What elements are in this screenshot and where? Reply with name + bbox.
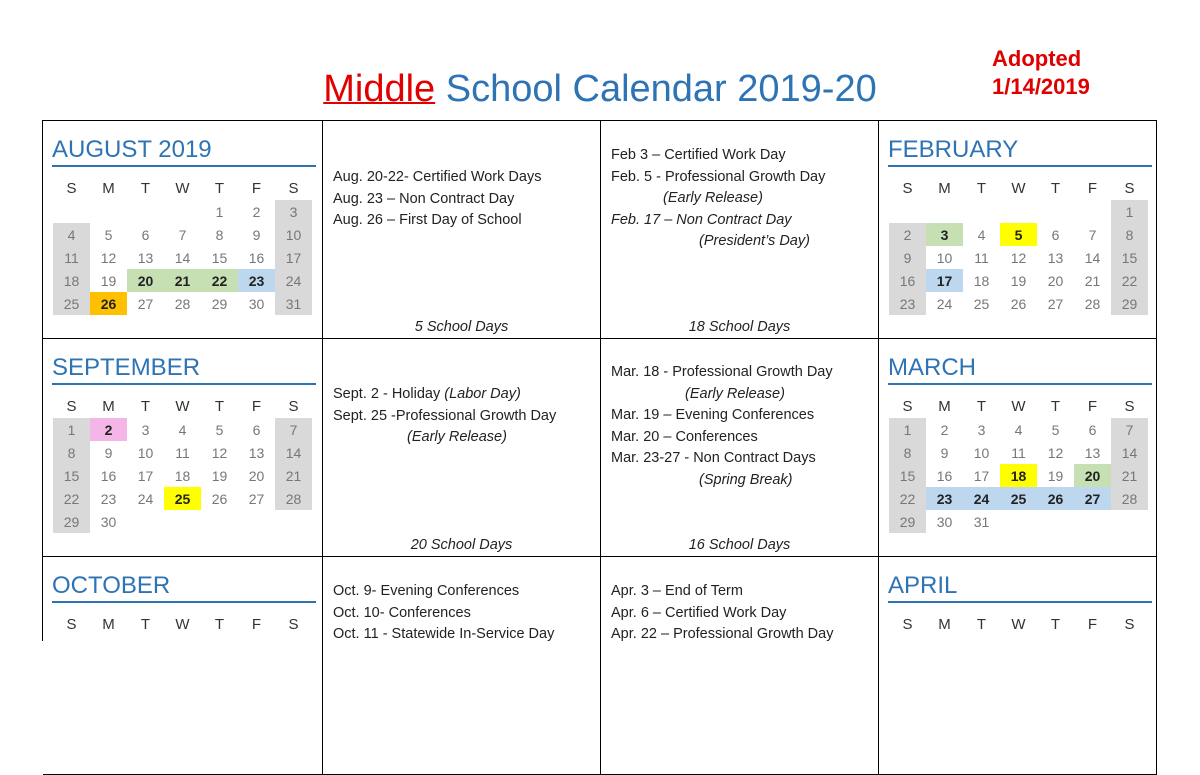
weekday-label: S (1124, 616, 1135, 633)
weekday-label: W (1011, 398, 1026, 415)
day-9: 9 (252, 226, 261, 243)
day-4: 4 (1014, 421, 1023, 438)
empty-day (926, 200, 963, 223)
note-line (333, 603, 593, 625)
school-days-february: 18 School Days (688, 319, 791, 335)
week-row (53, 246, 312, 269)
day-7: 7 (1088, 226, 1097, 243)
day-30: 30 (248, 295, 265, 312)
day-24: 24 (963, 487, 1000, 510)
weekday-row (53, 395, 312, 418)
day-4: 4 (53, 223, 90, 246)
cell-april (879, 557, 1157, 775)
week-row (53, 292, 312, 315)
day-29: 29 (1111, 292, 1148, 315)
weekday-label: T (214, 398, 225, 415)
day-25: 25 (973, 295, 990, 312)
weekday-label: S (902, 616, 913, 633)
notes-february (611, 145, 871, 253)
day-26: 26 (1010, 295, 1027, 312)
note-text: Apr. 22 – Professional Growth Day (611, 626, 834, 642)
day-26: 26 (90, 292, 127, 315)
weekday-label: F (1087, 180, 1098, 197)
day-21: 21 (1084, 272, 1101, 289)
weekday-label: S (1124, 180, 1135, 197)
weekday-label: S (902, 180, 913, 197)
weekday-row (889, 395, 1148, 418)
weekday-label: S (288, 398, 299, 415)
empty-day (889, 200, 926, 223)
note-text: Feb. 5 - Professional Growth Day (611, 168, 826, 185)
day-1: 1 (53, 418, 90, 441)
note-text: Mar. 20 – Conferences (611, 428, 758, 445)
month-heading-april: APRIL (888, 571, 1152, 603)
day-13: 13 (248, 444, 265, 461)
day-1: 1 (215, 203, 224, 220)
note-text: (Early Release) (663, 190, 763, 206)
note-line (611, 624, 871, 646)
month-heading-august: AUGUST 2019 (52, 135, 316, 167)
weekday-label: T (140, 398, 151, 415)
day-20: 20 (1047, 272, 1064, 289)
note-text: Feb 3 – Certified Work Day (611, 147, 786, 163)
day-17: 17 (973, 467, 990, 484)
empty-day (1111, 510, 1148, 533)
weekday-label: W (175, 180, 190, 197)
day-23: 23 (926, 487, 963, 510)
weekday-row (53, 613, 312, 636)
day-24: 24 (275, 269, 312, 292)
weekday-label: T (976, 180, 987, 197)
empty-day (164, 510, 201, 533)
empty-day (1037, 200, 1074, 223)
week-row (889, 269, 1148, 292)
week-row (53, 269, 312, 292)
month-table-august (53, 177, 312, 315)
empty-day (1074, 200, 1111, 223)
note-text: Feb. 17 – Non Contract Day (611, 211, 792, 228)
note-text: Aug. 26 – First Day of School (333, 212, 522, 228)
week-row (889, 441, 1148, 464)
day-6: 6 (141, 226, 150, 243)
note-text: Oct. 10- Conferences (333, 604, 471, 621)
empty-day (1037, 510, 1074, 533)
weekday-label: T (976, 398, 987, 415)
cell-august-notes (323, 121, 601, 339)
week-row (889, 487, 1148, 510)
weekday-label: F (251, 398, 262, 415)
note-text: Sept. 2 - Holiday (333, 386, 445, 402)
day-30: 30 (936, 513, 953, 530)
day-20: 20 (1074, 464, 1111, 487)
month-table-april (889, 613, 1148, 636)
week-row (53, 200, 312, 223)
day-19: 19 (100, 272, 117, 289)
month-table-march (889, 395, 1148, 533)
day-5: 5 (1000, 223, 1037, 246)
day-21: 21 (1111, 464, 1148, 487)
day-18: 18 (53, 269, 90, 292)
weekday-label: M (102, 616, 115, 633)
day-15: 15 (211, 249, 228, 266)
note-text: Aug. 23 – Non Contract Day (333, 190, 515, 207)
day-28: 28 (275, 487, 312, 510)
note-line (611, 470, 871, 492)
cell-april-notes (601, 557, 879, 775)
cell-september (43, 339, 323, 557)
empty-day (127, 200, 164, 223)
day-15: 15 (1111, 246, 1148, 269)
day-1: 1 (889, 418, 926, 441)
note-line (611, 603, 871, 625)
note-text: Sept. 25 -Professional Growth Day (333, 407, 557, 424)
note-text: (Early Release) (407, 429, 507, 445)
weekday-label: S (66, 398, 77, 415)
day-27: 27 (137, 295, 154, 312)
day-19: 19 (211, 467, 228, 484)
day-18: 18 (973, 272, 990, 289)
week-row (53, 441, 312, 464)
day-22: 22 (889, 487, 926, 510)
day-25: 25 (1000, 487, 1037, 510)
week-row (889, 200, 1148, 223)
weekday-label: T (140, 616, 151, 633)
note-line (333, 406, 593, 428)
week-row (889, 292, 1148, 315)
day-16: 16 (248, 249, 265, 266)
empty-day (1074, 510, 1111, 533)
day-6: 6 (252, 421, 261, 438)
day-27: 27 (1047, 295, 1064, 312)
day-15: 15 (889, 464, 926, 487)
adopted-date: 1/14/2019 (992, 74, 1090, 99)
day-17: 17 (275, 246, 312, 269)
month-table-february (889, 177, 1148, 315)
note-text: Oct. 11 - Statewide In-Service Day (333, 626, 555, 642)
day-22: 22 (53, 487, 90, 510)
note-line (333, 210, 593, 232)
note-line (611, 448, 871, 470)
day-11: 11 (175, 444, 190, 461)
day-18: 18 (174, 467, 191, 484)
weekday-label: M (102, 398, 115, 415)
weekday-label: S (288, 180, 299, 197)
weekday-label: F (1087, 398, 1098, 415)
school-days-august: 5 School Days (414, 319, 509, 335)
weekday-label: F (1087, 616, 1098, 633)
month-heading-september: SEPTEMBER (52, 353, 316, 385)
day-6: 6 (1088, 421, 1097, 438)
day-7: 7 (178, 226, 187, 243)
day-26: 26 (211, 490, 228, 507)
day-14: 14 (174, 249, 191, 266)
empty-day (127, 510, 164, 533)
note-line (333, 189, 593, 211)
empty-day (90, 200, 127, 223)
day-7: 7 (275, 418, 312, 441)
note-italic: (Labor Day) (444, 386, 521, 402)
note-text: Mar. 23-27 - Non Contract Days (611, 450, 816, 466)
empty-day (1000, 510, 1037, 533)
empty-day (201, 510, 238, 533)
day-12: 12 (211, 444, 228, 461)
day-17: 17 (137, 467, 154, 484)
cell-september-notes (323, 339, 601, 557)
cell-march-notes (601, 339, 879, 557)
empty-day (238, 510, 275, 533)
day-22: 22 (1111, 269, 1148, 292)
day-4: 4 (977, 226, 986, 243)
day-23: 23 (238, 269, 275, 292)
day-20: 20 (248, 467, 265, 484)
month-table-september (53, 395, 312, 533)
day-11: 11 (974, 249, 989, 266)
weekday-label: W (1011, 616, 1026, 633)
day-21: 21 (275, 464, 312, 487)
empty-day (53, 200, 90, 223)
day-2: 2 (90, 418, 127, 441)
day-13: 13 (137, 249, 154, 266)
note-text: (Spring Break) (699, 471, 793, 488)
empty-day (164, 200, 201, 223)
weekday-row (53, 177, 312, 200)
weekday-label: T (1050, 616, 1061, 633)
day-3: 3 (141, 421, 150, 438)
empty-day (1000, 200, 1037, 223)
day-11: 11 (53, 246, 90, 269)
weekday-label: F (251, 616, 262, 633)
week-row (889, 418, 1148, 441)
day-14: 14 (275, 441, 312, 464)
day-8: 8 (889, 441, 926, 464)
weekday-label: S (66, 616, 77, 633)
cell-october (43, 557, 323, 775)
weekday-label: T (140, 180, 151, 197)
week-row (889, 464, 1148, 487)
day-2: 2 (940, 421, 949, 438)
school-days-march: 16 School Days (688, 537, 791, 553)
note-line (611, 145, 871, 167)
weekday-label: S (288, 616, 299, 633)
day-17: 17 (926, 269, 963, 292)
empty-day (963, 200, 1000, 223)
weekday-label: T (214, 616, 225, 633)
day-1: 1 (1111, 200, 1148, 223)
note-line (333, 581, 593, 603)
note-line (611, 210, 871, 232)
cell-march (879, 339, 1157, 557)
weekday-label: F (251, 180, 262, 197)
day-28: 28 (174, 295, 191, 312)
day-7: 7 (1111, 418, 1148, 441)
school-days-september: 20 School Days (410, 537, 513, 553)
weekday-label: T (1050, 398, 1061, 415)
note-text: Mar. 18 - Professional Growth Day (611, 364, 833, 380)
empty-day (275, 510, 312, 533)
note-text: (President’s Day) (699, 233, 810, 249)
day-16: 16 (100, 467, 117, 484)
week-row (53, 418, 312, 441)
notes-august (333, 167, 593, 232)
weekday-label: S (66, 180, 77, 197)
day-26: 26 (1037, 487, 1074, 510)
week-row (53, 510, 312, 533)
day-2: 2 (252, 203, 261, 220)
weekday-label: W (1011, 180, 1026, 197)
day-11: 11 (1011, 444, 1026, 461)
day-3: 3 (977, 421, 986, 438)
day-29: 29 (53, 510, 90, 533)
day-19: 19 (1010, 272, 1027, 289)
notes-april (611, 581, 871, 646)
notes-march (611, 362, 871, 491)
weekday-label: M (938, 616, 951, 633)
note-line (611, 231, 871, 253)
day-30: 30 (100, 513, 117, 530)
weekday-label: W (175, 616, 190, 633)
weekday-label: T (1050, 180, 1061, 197)
cell-october-notes (323, 557, 601, 775)
day-10: 10 (936, 249, 953, 266)
note-text: Apr. 3 – End of Term (611, 583, 743, 599)
weekday-label: M (102, 180, 115, 197)
day-2: 2 (889, 223, 926, 246)
day-5: 5 (1051, 421, 1060, 438)
day-12: 12 (100, 249, 117, 266)
notes-september (333, 384, 593, 449)
week-row (53, 464, 312, 487)
day-14: 14 (1111, 441, 1148, 464)
note-line (333, 624, 593, 646)
adopted-label: Adopted (992, 46, 1082, 71)
day-29: 29 (889, 510, 926, 533)
week-row (889, 223, 1148, 246)
day-25: 25 (53, 292, 90, 315)
day-5: 5 (104, 226, 113, 243)
note-line (333, 167, 593, 189)
week-row (889, 510, 1148, 533)
cell-august (43, 121, 323, 339)
note-text: Mar. 19 – Evening Conferences (611, 407, 815, 423)
month-heading-february: FEBRUARY (888, 135, 1152, 167)
month-table-october (53, 613, 312, 636)
note-text: Apr. 6 – Certified Work Day (611, 604, 787, 621)
day-27: 27 (248, 490, 265, 507)
day-31: 31 (973, 513, 990, 530)
notes-october (333, 581, 593, 646)
day-3: 3 (926, 223, 963, 246)
note-line (611, 384, 871, 406)
day-23: 23 (100, 490, 117, 507)
day-28: 28 (1111, 487, 1148, 510)
day-16: 16 (889, 269, 926, 292)
day-14: 14 (1084, 249, 1101, 266)
weekday-label: T (976, 616, 987, 633)
day-23: 23 (889, 292, 926, 315)
day-12: 12 (1010, 249, 1027, 266)
day-28: 28 (1084, 295, 1101, 312)
day-4: 4 (178, 421, 187, 438)
day-3: 3 (275, 200, 312, 223)
title-rest: School Calendar 2019-20 (435, 68, 877, 110)
week-row (889, 246, 1148, 269)
title-highlight: Middle (323, 68, 436, 110)
day-13: 13 (1047, 249, 1064, 266)
note-text: Aug. 20-22- Certified Work Days (333, 169, 542, 185)
day-8: 8 (215, 226, 224, 243)
week-row (53, 223, 312, 246)
weekday-row (889, 177, 1148, 200)
day-6: 6 (1051, 226, 1060, 243)
month-heading-october: OCTOBER (52, 571, 316, 603)
day-19: 19 (1047, 467, 1064, 484)
weekday-label: M (938, 180, 951, 197)
note-line (333, 384, 593, 406)
day-25: 25 (164, 487, 201, 510)
note-line (611, 581, 871, 603)
day-24: 24 (137, 490, 154, 507)
day-13: 13 (1084, 444, 1101, 461)
cell-february-notes (601, 121, 879, 339)
day-15: 15 (53, 464, 90, 487)
day-29: 29 (211, 295, 228, 312)
adopted-note (992, 45, 1090, 101)
note-line (333, 427, 593, 449)
cell-february (879, 121, 1157, 339)
day-18: 18 (1000, 464, 1037, 487)
weekday-row (889, 613, 1148, 636)
note-line (611, 427, 871, 449)
day-9: 9 (940, 444, 949, 461)
week-row (53, 487, 312, 510)
note-text: Oct. 9- Evening Conferences (333, 583, 520, 599)
day-9: 9 (104, 444, 113, 461)
calendar-grid (42, 120, 1157, 641)
day-8: 8 (53, 441, 90, 464)
day-20: 20 (127, 269, 164, 292)
day-10: 10 (137, 444, 154, 461)
day-31: 31 (275, 292, 312, 315)
day-16: 16 (936, 467, 953, 484)
day-21: 21 (164, 269, 201, 292)
weekday-label: T (214, 180, 225, 197)
weekday-label: M (938, 398, 951, 415)
note-line (611, 362, 871, 384)
note-text: (Early Release) (685, 385, 785, 402)
day-24: 24 (936, 295, 953, 312)
day-5: 5 (215, 421, 224, 438)
day-27: 27 (1074, 487, 1111, 510)
day-12: 12 (1047, 444, 1064, 461)
weekday-label: S (1124, 398, 1135, 415)
day-22: 22 (201, 269, 238, 292)
weekday-label: W (175, 398, 190, 415)
day-10: 10 (275, 223, 312, 246)
day-8: 8 (1111, 223, 1148, 246)
note-line (611, 167, 871, 189)
month-heading-march: MARCH (888, 353, 1152, 385)
note-line (611, 188, 871, 210)
day-9: 9 (889, 246, 926, 269)
note-line (611, 405, 871, 427)
day-10: 10 (973, 444, 990, 461)
weekday-label: S (902, 398, 913, 415)
